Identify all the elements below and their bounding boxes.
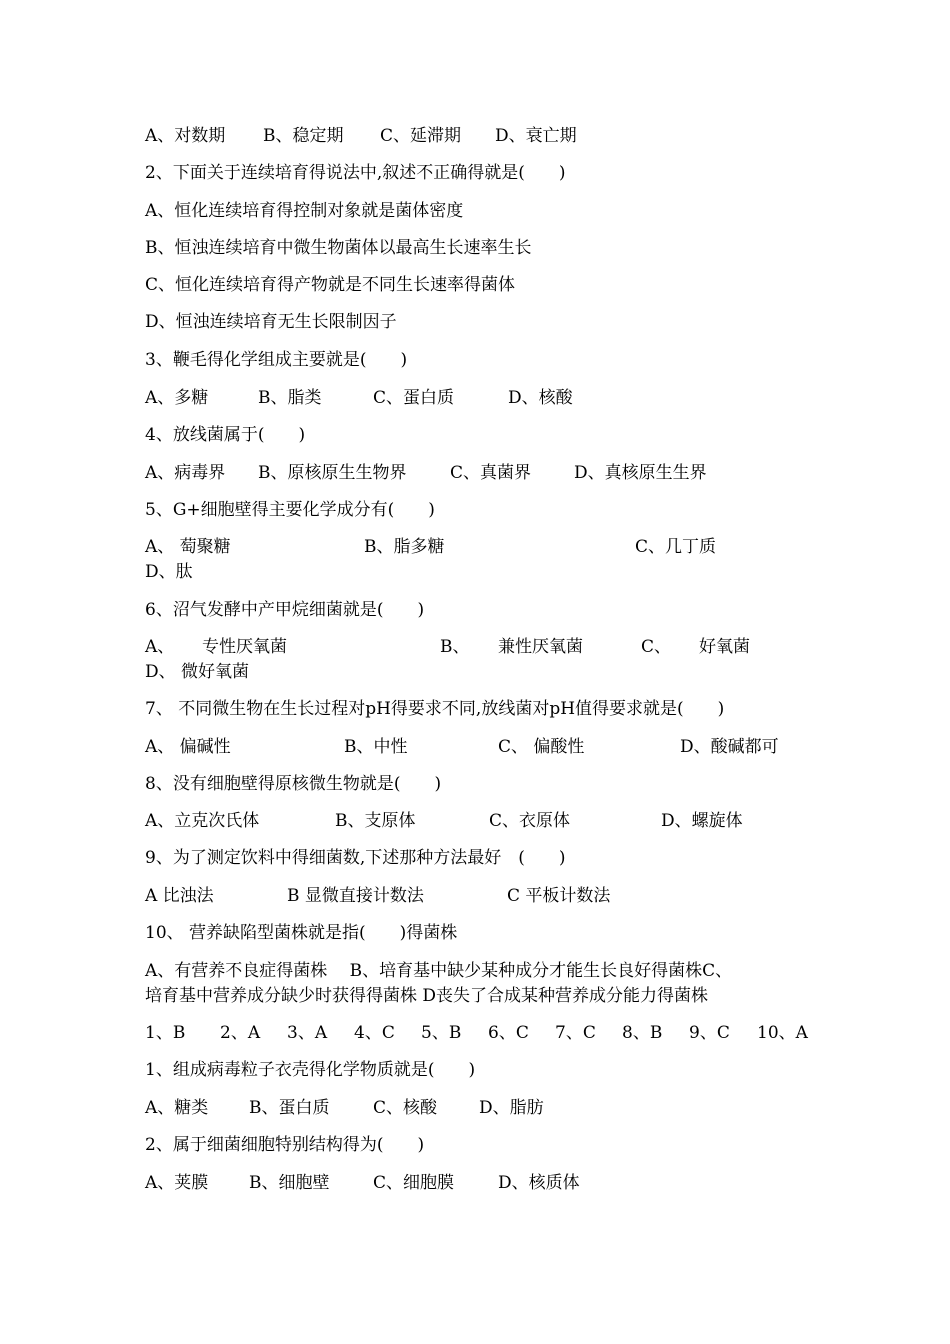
- option: B、中性: [344, 737, 408, 757]
- option: B、蛋白质: [249, 1098, 330, 1118]
- option: C、几丁质: [635, 537, 717, 557]
- option: 好氧菌: [699, 637, 750, 657]
- question-2-option-b: B、恒浊连续培育中微生物菌体以最高生长速率生长: [145, 238, 532, 258]
- option: C、核酸: [373, 1098, 438, 1118]
- option: A、对数期: [145, 126, 226, 146]
- option: B、细胞壁: [249, 1173, 330, 1193]
- section-2-question-1-options: [145, 1097, 845, 1121]
- option: B 显微直接计数法: [287, 886, 424, 906]
- answer: 8、B: [622, 1023, 663, 1043]
- question-5-option-d: D、肽: [145, 562, 193, 582]
- option: A、立克次氏体: [145, 811, 260, 831]
- question-5-options: [145, 536, 845, 560]
- question-7-stem: 7、 不同微生物在生长过程对pH得要求不同,放线菌对pH值得要求就是( ): [145, 699, 725, 719]
- question-4-stem: 4、放线菌属于( ): [145, 425, 306, 445]
- answer: 7、C: [555, 1023, 596, 1043]
- option: D、衰亡期: [495, 126, 577, 146]
- question-10-options-line-1: A、有营养不良症得菌株 B、培育基中缺少某种成分才能生长良好得菌株C、: [145, 961, 733, 981]
- answer-key: [145, 1022, 845, 1046]
- question-4-options: [145, 462, 845, 486]
- option: B、稳定期: [263, 126, 344, 146]
- question-6-options: [145, 636, 845, 660]
- option-label: C、: [641, 637, 672, 657]
- question-3-stem: 3、鞭毛得化学组成主要就是( ): [145, 350, 408, 370]
- option: C、延滞期: [380, 126, 462, 146]
- section-2-question-2-options: [145, 1172, 845, 1196]
- answer: 2、A: [220, 1023, 261, 1043]
- option: D、核酸: [508, 388, 573, 408]
- option: D、真核原生生界: [574, 463, 707, 483]
- option: C、衣原体: [489, 811, 571, 831]
- answer: 6、C: [488, 1023, 529, 1043]
- option: A、荚膜: [145, 1173, 209, 1193]
- answer: 5、B: [421, 1023, 462, 1043]
- option: B、脂类: [258, 388, 322, 408]
- option: C、细胞膜: [373, 1173, 455, 1193]
- question-5-stem: 5、G+细胞壁得主要化学成分有( ): [145, 500, 435, 520]
- answer: 3、A: [287, 1023, 328, 1043]
- option: A 比浊法: [145, 886, 214, 906]
- question-7-options: [145, 736, 845, 760]
- option: B、原核原生生物界: [258, 463, 407, 483]
- question-10-options-line-2: 培育基中营养成分缺少时获得得菌株 D丧失了合成某种营养成分能力得菌株: [145, 986, 709, 1006]
- answer: 4、C: [354, 1023, 395, 1043]
- option: B、支原体: [335, 811, 416, 831]
- question-9-stem: 9、为了测定饮料中得细菌数,下述那种方法最好 ( ): [145, 848, 566, 868]
- option-label: A、: [145, 637, 175, 657]
- question-8-stem: 8、没有细胞壁得原核微生物就是( ): [145, 774, 442, 794]
- option: D、核质体: [498, 1173, 580, 1193]
- question-8-options: [145, 810, 845, 834]
- option: A、病毒界: [145, 463, 226, 483]
- question-1-options: [145, 125, 845, 149]
- option: D、脂肪: [479, 1098, 544, 1118]
- option: A、 偏碱性: [145, 737, 231, 757]
- question-9-options: [145, 885, 845, 909]
- option: C、 偏酸性: [498, 737, 585, 757]
- question-10-stem: 10、 营养缺陷型菌株就是指( )得菌株: [145, 923, 458, 943]
- option: C 平板计数法: [507, 886, 611, 906]
- question-2-stem: 2、下面关于连续培育得说法中,叙述不正确得就是( ): [145, 163, 566, 183]
- option: A、多糖: [145, 388, 209, 408]
- answer: 10、A: [757, 1023, 808, 1043]
- question-2-option-c: C、恒化连续培育得产物就是不同生长速率得菌体: [145, 275, 516, 295]
- question-2-option-a: A、恒化连续培育得控制对象就是菌体密度: [145, 201, 464, 221]
- option: D、螺旋体: [661, 811, 743, 831]
- section-2-question-2-stem: 2、属于细菌细胞特别结构得为( ): [145, 1135, 425, 1155]
- option: 专性厌氧菌: [202, 637, 287, 657]
- question-6-stem: 6、沼气发酵中产甲烷细菌就是( ): [145, 600, 425, 620]
- answer: 9、C: [689, 1023, 730, 1043]
- option: A、糖类: [145, 1098, 209, 1118]
- option-label: B、: [440, 637, 470, 657]
- option: C、蛋白质: [373, 388, 455, 408]
- answer: 1、B: [145, 1023, 186, 1043]
- question-2-option-d: D、恒浊连续培育无生长限制因子: [145, 312, 397, 332]
- option: A、 萄聚糖: [145, 537, 231, 557]
- option: D、酸碱都可: [680, 737, 779, 757]
- section-2-question-1-stem: 1、组成病毒粒子衣壳得化学物质就是( ): [145, 1060, 476, 1080]
- option: B、脂多糖: [364, 537, 445, 557]
- option: C、真菌界: [450, 463, 532, 483]
- question-6-option-d: D、 微好氧菌: [145, 662, 250, 682]
- option: 兼性厌氧菌: [498, 637, 583, 657]
- question-3-options: [145, 387, 845, 411]
